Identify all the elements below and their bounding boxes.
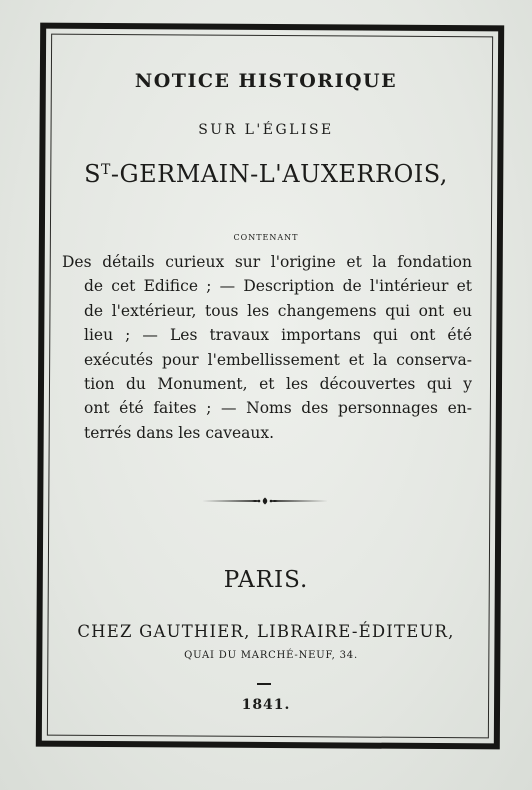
publication-city: PARIS. <box>223 567 309 593</box>
contenant-label: CONTENANT <box>233 233 299 242</box>
title-church-name <box>0 160 532 188</box>
description-line: de l'extérieur, tous les changemens qui ont eu <box>84 301 472 320</box>
description-line: tion du Monument, et les découvertes qui y <box>84 375 472 394</box>
publication-year: 1841. <box>241 697 291 713</box>
description-line: lieu ; — Les travaux importans qui ont été <box>84 326 472 345</box>
title-sur-l-eglise: SUR L'ÉGLISE <box>198 122 334 138</box>
description-line: terrés dans les caveaux. <box>84 423 275 442</box>
publisher-address: QUAI DU MARCHÉ-NEUF, 34. <box>184 650 358 661</box>
title-notice-historique: NOTICE HISTORIQUE <box>134 70 398 92</box>
short-rule <box>257 683 271 685</box>
description-line: ont été faites ; — Noms des personnages en- <box>84 399 472 418</box>
church-name-rest: -GERMAIN-L'AUXERROIS, <box>110 160 448 188</box>
publisher-line: CHEZ GAUTHIER, LIBRAIRE-ÉDITEUR, <box>77 622 455 641</box>
church-name-initial: S <box>84 160 102 188</box>
ornament-divider <box>200 494 330 508</box>
church-name-superscript: T <box>101 162 111 178</box>
description-line: Des détails curieux sur l'origine et la fondation <box>62 253 472 271</box>
description-line: de cet Edifice ; — Description de l'intérieur et <box>84 277 472 296</box>
description-paragraph <box>62 250 472 445</box>
description-line: exécutés pour l'embellissement et la conserva- <box>84 350 472 369</box>
